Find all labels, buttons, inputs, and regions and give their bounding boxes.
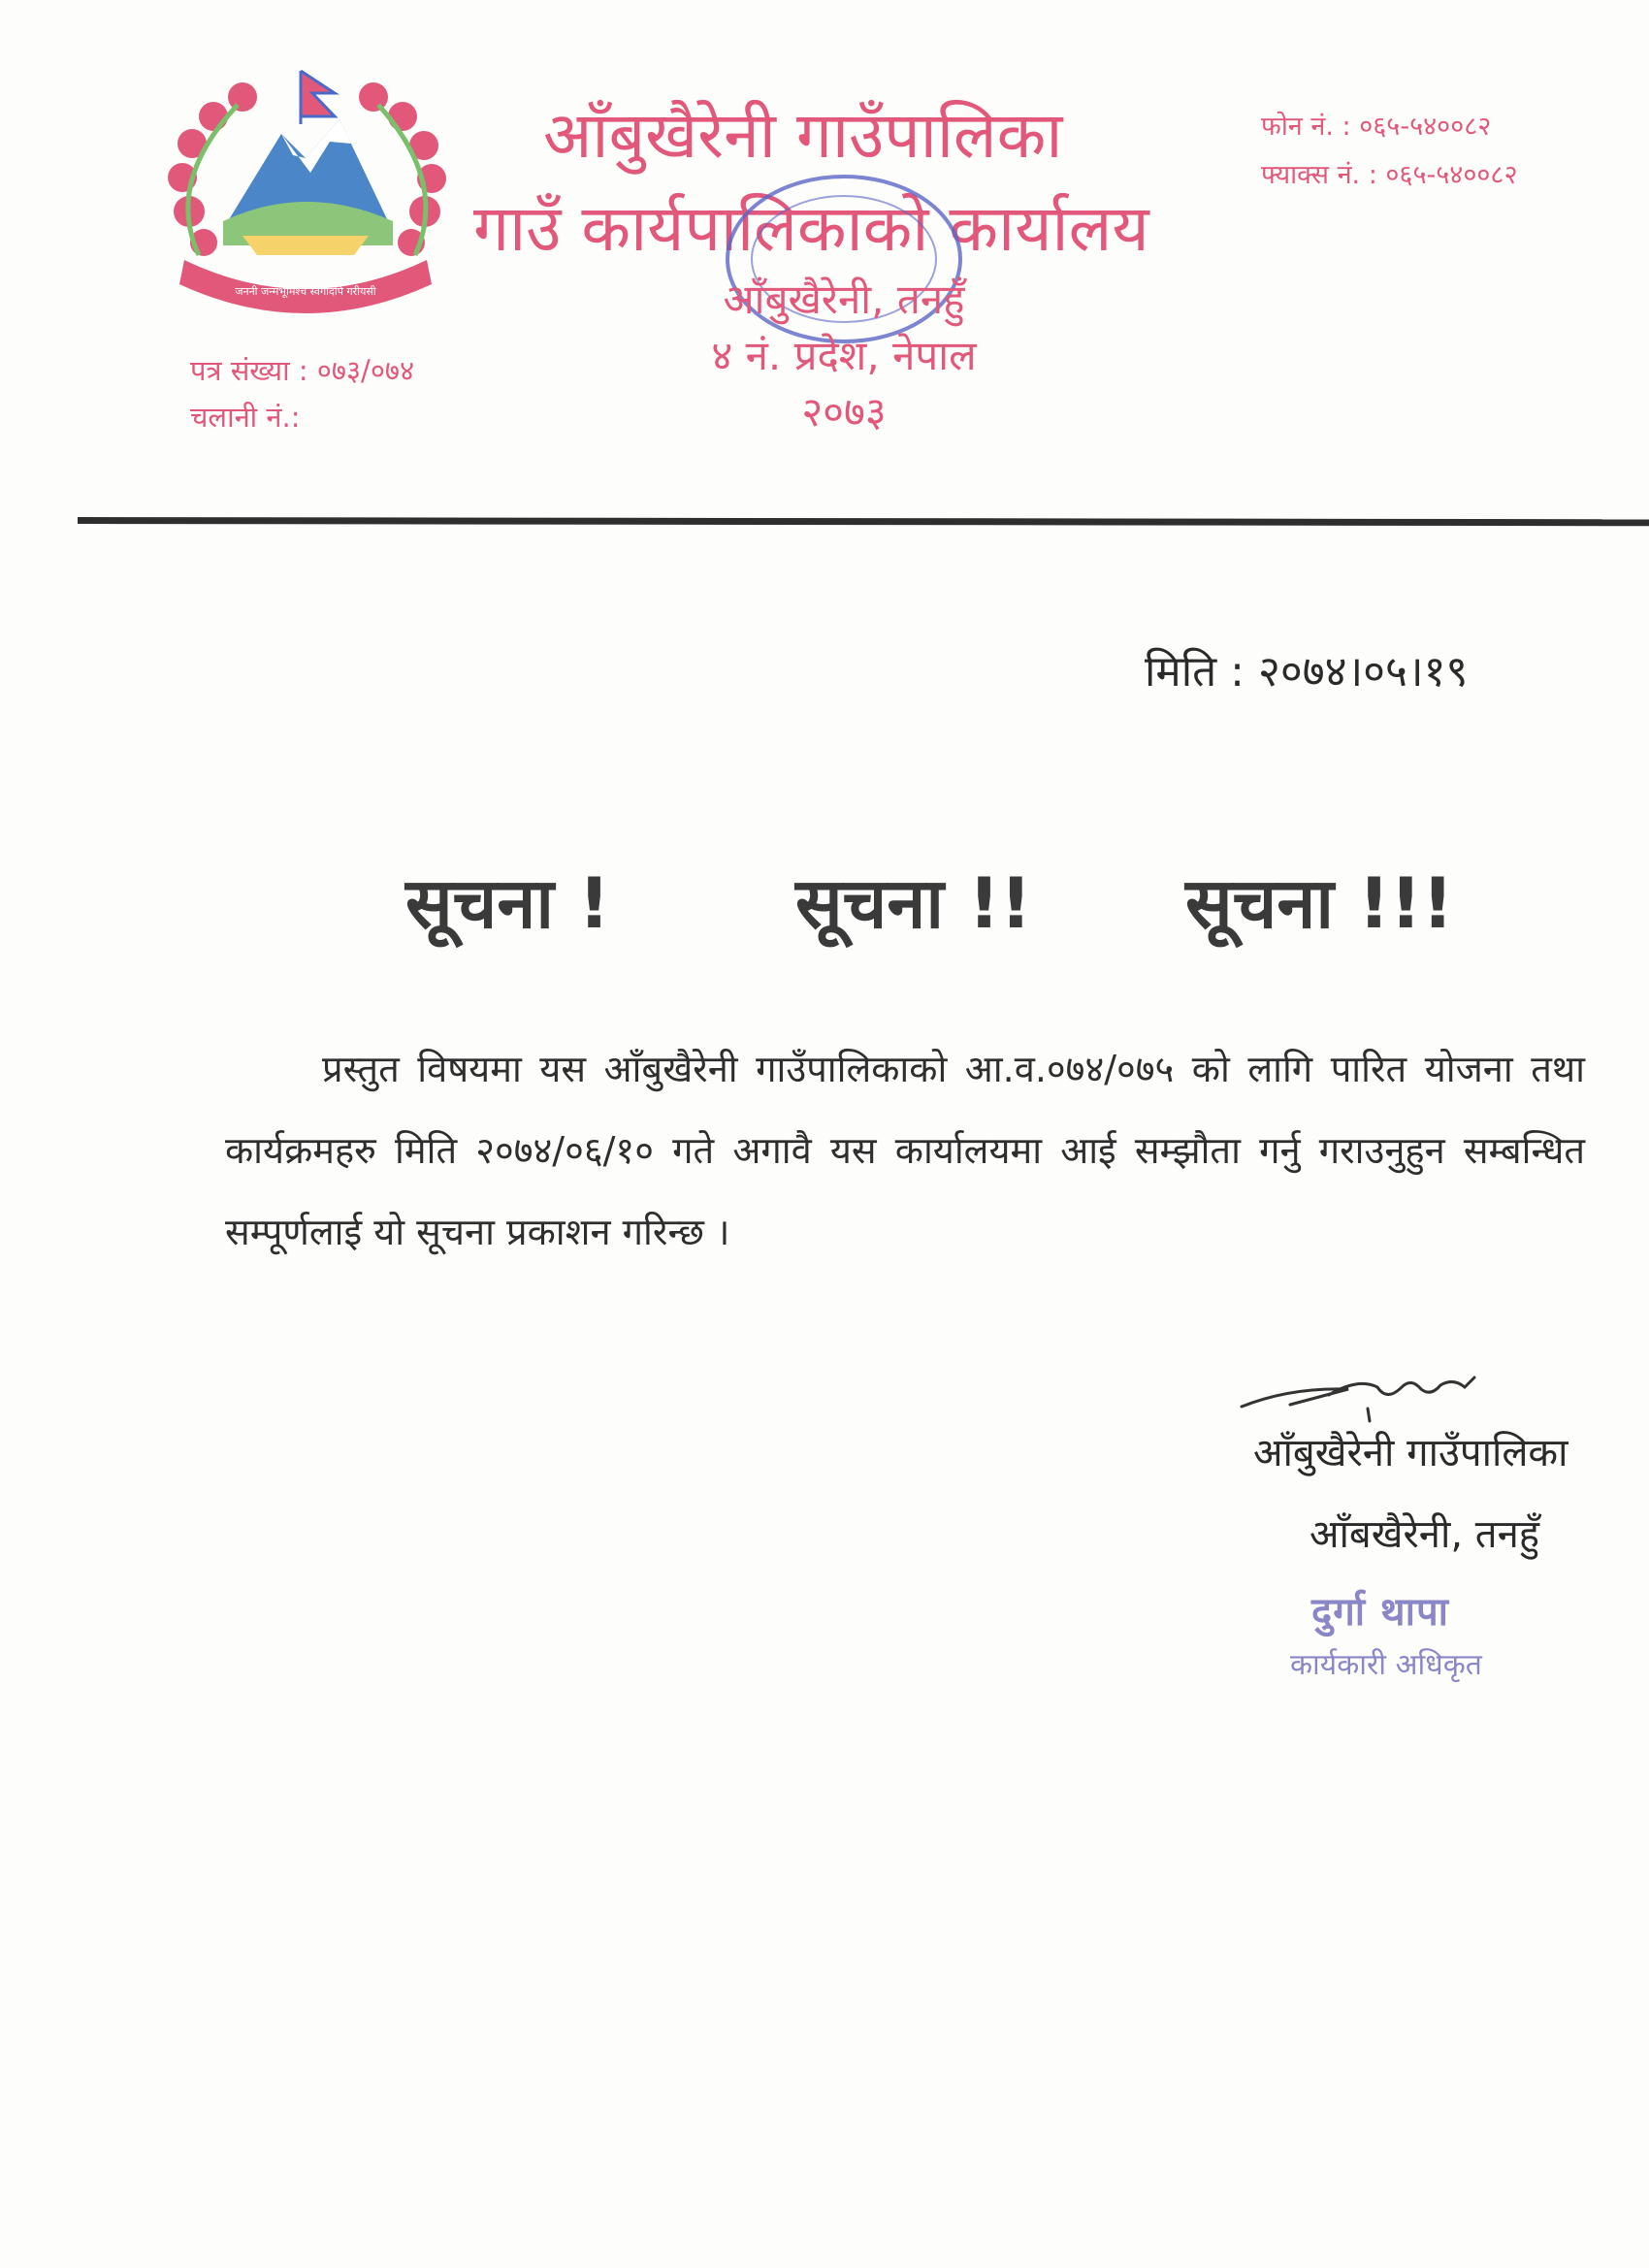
letter-number: पत्र संख्या : ०७३/०७४	[190, 354, 415, 387]
reference-info	[190, 347, 414, 440]
header-divider	[78, 517, 1649, 526]
dispatch-number: चलानी नं.:	[190, 401, 301, 434]
handwritten-signature-icon	[1232, 1348, 1504, 1426]
phone-number: फोन नं. : ०६५-५४००८२	[1261, 112, 1492, 142]
seal-line1: आँबुखैरेनी, तनहुँ	[723, 275, 965, 323]
fax-number: फ्याक्स नं. : ०६५-५४००८२	[1261, 160, 1518, 190]
seal-line3: २०७३	[801, 388, 887, 436]
contact-info	[1261, 103, 1518, 200]
office-title-line2: गाउँ कार्यपालिकाको कार्यालय	[473, 191, 1149, 266]
signatory-designation: कार्यकारी अधिकृत	[1290, 1648, 1482, 1682]
office-title-line1: आँबुखैरेनी गाउँपालिका	[543, 98, 1063, 173]
notice-heading-1: सूचना !	[405, 862, 610, 944]
seal-text	[621, 272, 1067, 440]
seal-line2: ४ नं. प्रदेश, नेपाल	[711, 332, 977, 379]
notice-heading-3: सूचना !!!	[1185, 862, 1454, 944]
notice-date: मिति : २०७४।०५।१९	[1145, 647, 1469, 697]
notice-body: प्रस्तुत विषयमा यस आँबुखैरेनी गाउँपालिकाको आ.व.०७४/०७५ को लागि पारित योजना तथा कार्यक्रमहरु मिति २०७४/०६/१० गते अगावै यस कार्यालयमा आई सम्झौता गर्नु गराउनुहुन सम्बन्धित सम्पूर्णलाई यो सूचना प्रकाशन गरिन्छ ।	[225, 1048, 1585, 1253]
signatory-office: आँबुखैरेनी गाउँपालिका	[1253, 1431, 1568, 1475]
notice-heading-2: सूचना !!	[795, 862, 1032, 944]
signatory-address: आँबखैरेनी, तनहुँ	[1310, 1512, 1540, 1557]
signatory-name: दुर्गा थापा	[1311, 1590, 1450, 1635]
nepal-emblem-icon	[146, 66, 466, 328]
svg-text:जननी जन्मभूमिश्च स्वर्गादपि गर: जननी जन्मभूमिश्च स्वर्गादपि गरीयसी	[235, 285, 376, 298]
